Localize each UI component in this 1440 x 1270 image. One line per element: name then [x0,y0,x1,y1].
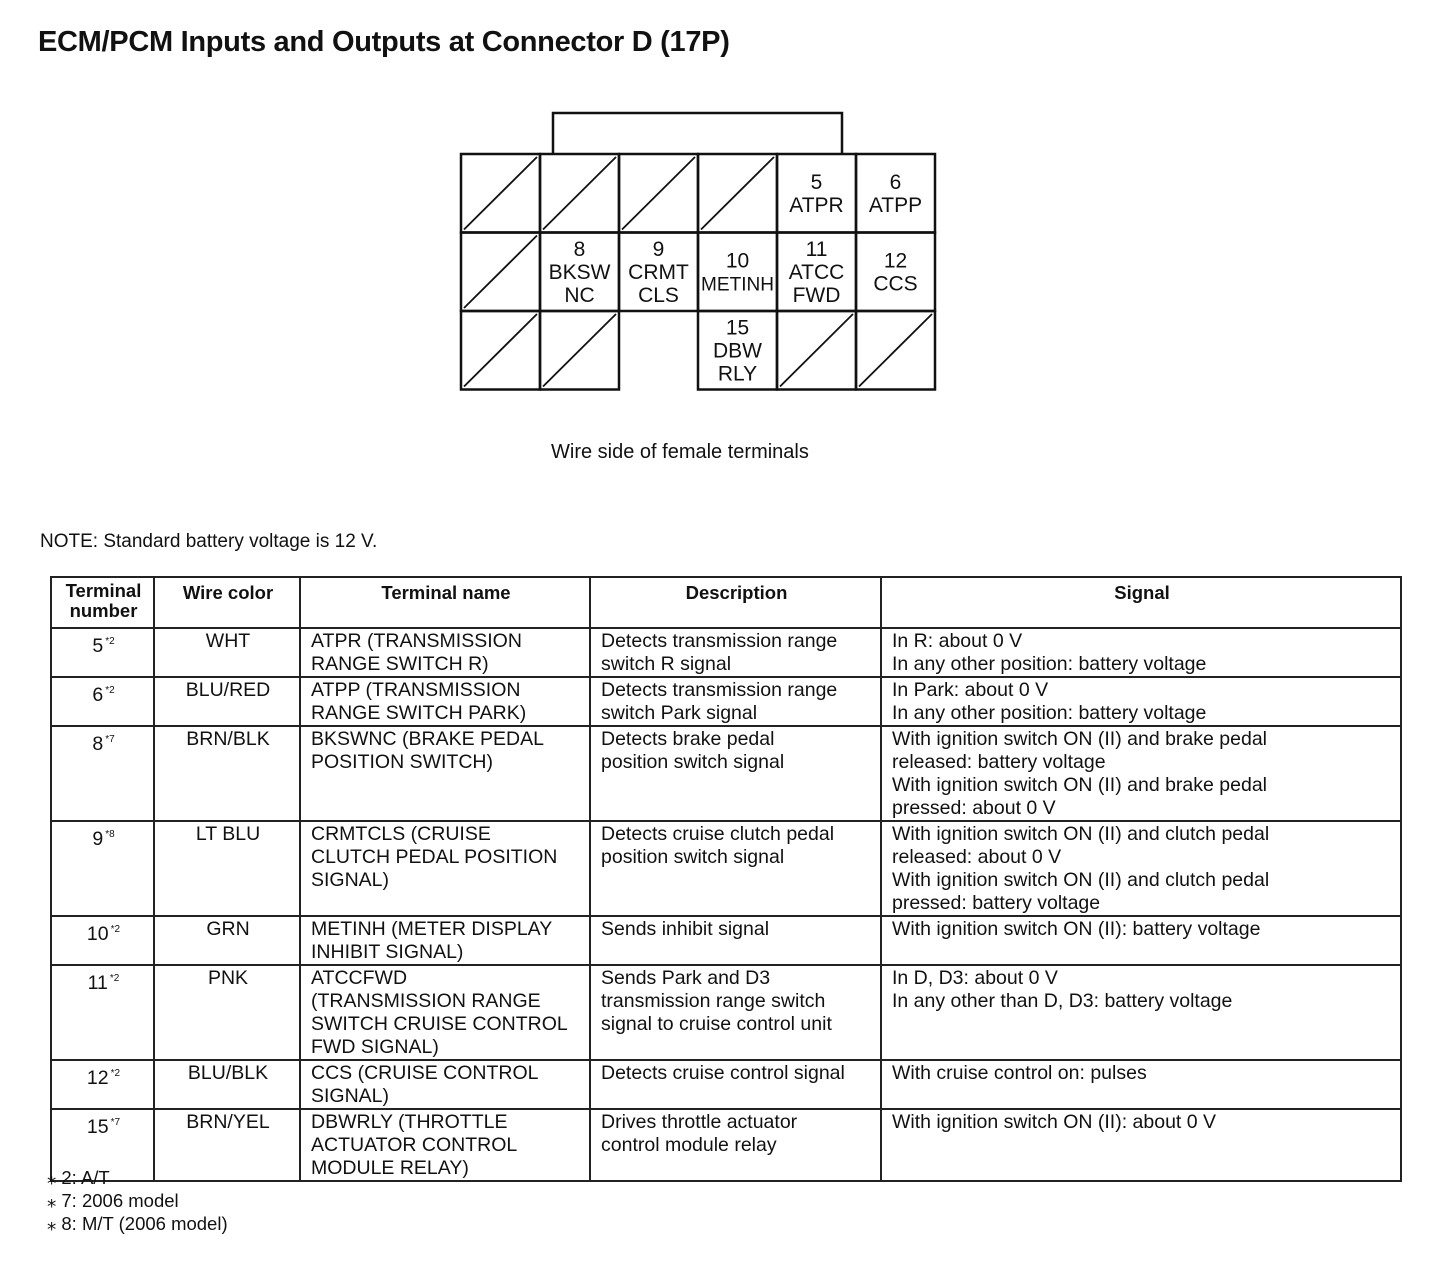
terminal-number: 9 [92,828,104,850]
wire-color-cell: BRN/YEL [154,1109,300,1181]
footnote-marker: *2 [110,924,121,935]
empty-cell-slash [543,157,616,230]
empty-cell-slash [464,236,537,309]
description-line: Detects cruise clutch pedal [601,823,835,845]
description-line: transmission range switch [601,990,826,1012]
description-cell [590,677,881,726]
table-row [51,821,1401,916]
signal-cell [881,916,1401,965]
terminal-name-line: CRMTCLS (CRUISE [311,823,491,845]
wire-color-cell: PNK [154,965,300,1060]
empty-cell-slash [464,314,537,387]
terminal-name-line: MODULE RELAY) [311,1157,469,1179]
description-line: position switch signal [601,846,785,868]
signal-cell [881,1060,1401,1109]
empty-cell-slash [622,157,695,230]
description-cell [590,821,881,916]
wire-color-cell: BRN/BLK [154,726,300,821]
description-line: control module relay [601,1134,777,1156]
wire-color-cell: BLU/RED [154,677,300,726]
terminal-number-cell [51,628,154,677]
connector-caption: Wire side of female terminals [551,441,809,463]
footnotes [47,1166,228,1235]
note-text: NOTE: Standard battery voltage is 12 V. [40,531,378,552]
terminal-name-line: POSITION SWITCH) [311,751,493,773]
description-line: Detects cruise control signal [601,1062,845,1084]
footnote-item: ⁎ 2: A/T [47,1167,110,1188]
terminal-number: 6 [92,684,104,706]
signal-line: released: about 0 V [892,846,1062,868]
signal-cell [881,677,1401,726]
description-cell [590,628,881,677]
terminal-name-cell [300,1109,590,1181]
table-row [51,965,1401,1060]
header-terminal-number: Terminal number [51,577,154,628]
description-line: switch R signal [601,653,732,675]
empty-cell-slash [780,314,853,387]
footnote-marker: *2 [105,636,115,647]
terminal-name-line: SWITCH CRUISE CONTROL [311,1013,568,1035]
terminal-number-cell [51,965,154,1060]
terminal-name-cell [300,821,590,916]
terminal-signal-label: CRMT [628,260,689,284]
terminal-number: 12 [86,1067,109,1089]
terminal-name-line: SIGNAL) [311,869,390,891]
terminal-name-cell [300,965,590,1060]
signal-line: In any other position: battery voltage [892,653,1207,675]
connector-diagram [0,0,1440,430]
terminal-name-line: ACTUATOR CONTROL [311,1134,518,1156]
connector-lock-tab [553,113,842,154]
signal-line: pressed: battery voltage [892,892,1101,914]
terminal-name-cell [300,1060,590,1109]
description-cell [590,1109,881,1181]
terminal-number-cell [51,916,154,965]
description-line: Drives throttle actuator [601,1111,798,1133]
terminal-signal-label: NC [564,283,595,307]
empty-cell-slash [701,157,774,230]
terminal-number: 15 [86,1116,109,1138]
terminal-number-label: 6 [889,170,902,194]
terminal-name-cell [300,916,590,965]
signal-line: released: battery voltage [892,751,1106,773]
header-terminal-name: Terminal name [300,577,590,628]
terminal-signal-label: DBW [713,339,762,363]
terminal-signal-label: ATPR [789,193,844,217]
wire-color-cell: WHT [154,628,300,677]
signal-line: With ignition switch ON (II): battery voltage [892,918,1261,940]
terminal-name-line: ATCCFWD [311,967,408,989]
description-line: Detects transmission range [601,679,838,701]
terminal-name-line: ATPR (TRANSMISSION [311,630,522,652]
description-cell [590,916,881,965]
terminal-signal-label: BKSW [548,260,611,284]
terminal-name-line: ATPP (TRANSMISSION [311,679,521,701]
footnote-marker: *2 [110,1068,121,1079]
terminal-name-line: INHIBIT SIGNAL) [311,941,464,963]
header-wire-color: Wire color [154,577,300,628]
terminal-name-cell [300,628,590,677]
header-description: Description [590,577,881,628]
wire-color-cell: BLU/BLK [154,1060,300,1109]
empty-cell-slash [464,157,537,230]
table-row [51,628,1401,677]
terminal-table [50,576,1402,1182]
signal-line: With cruise control on: pulses [892,1062,1147,1084]
signal-cell [881,965,1401,1060]
signal-line: In any other than D, D3: battery voltage [892,990,1233,1012]
footnote-item: ⁎ 8: M/T (2006 model) [47,1213,228,1234]
table-row [51,1060,1401,1109]
signal-line: With ignition switch ON (II) and brake pedal [892,774,1267,796]
terminal-number: 5 [92,635,104,657]
footnote-marker: *7 [105,734,115,745]
signal-line: pressed: about 0 V [892,797,1056,819]
terminal-name-line: SIGNAL) [311,1085,390,1107]
terminal-signal-label: ATPP [868,193,923,217]
table-row [51,1109,1401,1181]
terminal-number: 11 [87,972,108,994]
signal-line: In Park: about 0 V [892,679,1049,701]
table-row [51,677,1401,726]
description-line: Detects transmission range [601,630,838,652]
terminal-name-line: DBWRLY (THROTTLE [311,1111,508,1133]
footnote-marker: *2 [105,685,115,696]
terminal-name-line: METINH (METER DISPLAY [311,918,553,940]
table-row [51,916,1401,965]
footnote-marker: *8 [105,829,115,840]
header-signal: Signal [881,577,1401,628]
terminal-number-cell [51,821,154,916]
description-cell [590,1060,881,1109]
terminal-signal-label: CCS [873,272,918,296]
signal-cell [881,628,1401,677]
signal-line: With ignition switch ON (II) and clutch pedal [892,823,1270,845]
description-line: Detects brake pedal [601,728,775,750]
terminal-number-label: 11 [805,237,828,261]
description-cell [590,965,881,1060]
signal-line: In any other position: battery voltage [892,702,1207,724]
terminal-signal-label: RLY [717,362,758,386]
description-line: switch Park signal [601,702,758,724]
terminal-number: 10 [86,923,109,945]
description-line: Sends inhibit signal [601,918,770,940]
terminal-name-line: CCS (CRUISE CONTROL [311,1062,539,1084]
terminal-signal-label: CLS [638,283,679,307]
terminal-number-label: 15 [725,316,750,340]
terminal-number-cell [51,677,154,726]
signal-line: With ignition switch ON (II): about 0 V [892,1111,1217,1133]
terminal-name-line: CLUTCH PEDAL POSITION [311,846,558,868]
terminal-signal-label: ATCC [788,260,845,284]
signal-cell [881,726,1401,821]
wire-color-cell: LT BLU [154,821,300,916]
signal-cell [881,1109,1401,1181]
terminal-signal-label: FWD [792,283,841,307]
wire-color-cell: GRN [154,916,300,965]
terminal-name-cell [300,677,590,726]
signal-line: In R: about 0 V [892,630,1023,652]
empty-cell-slash [859,314,932,387]
terminal-name-line: BKSWNC (BRAKE PEDAL [311,728,544,750]
signal-cell [881,821,1401,916]
terminal-name-line: (TRANSMISSION RANGE [311,990,541,1012]
signal-line: With ignition switch ON (II) and brake pedal [892,728,1267,750]
footnote-marker: *2 [109,973,120,984]
terminal-number-label: 12 [883,249,908,273]
terminal-number-cell [51,1060,154,1109]
empty-cell-slash [543,314,616,387]
terminal-number-label: 9 [652,237,665,261]
description-line: signal to cruise control unit [601,1013,832,1035]
terminal-name-cell [300,726,590,821]
signal-line: In D, D3: about 0 V [892,967,1058,989]
terminal-number-label: 8 [573,237,586,261]
description-cell [590,726,881,821]
terminal-number: 8 [92,733,104,755]
description-line: position switch signal [601,751,785,773]
terminal-number-label: 10 [725,249,750,273]
table-header-row [51,577,1401,628]
terminal-signal-label: METINH [701,274,774,296]
terminal-number-cell [51,726,154,821]
terminal-name-line: RANGE SWITCH R) [311,653,489,675]
page-title: ECM/PCM Inputs and Outputs at Connector D (17P) [38,26,730,58]
signal-line: With ignition switch ON (II) and clutch pedal [892,869,1270,891]
footnote-marker: *7 [110,1117,121,1128]
terminal-name-line: RANGE SWITCH PARK) [311,702,527,724]
terminal-name-line: FWD SIGNAL) [311,1036,439,1058]
footnote-item: ⁎ 7: 2006 model [47,1190,179,1211]
terminal-number-label: 5 [810,170,823,194]
description-line: Sends Park and D3 [601,967,771,989]
table-row [51,726,1401,821]
